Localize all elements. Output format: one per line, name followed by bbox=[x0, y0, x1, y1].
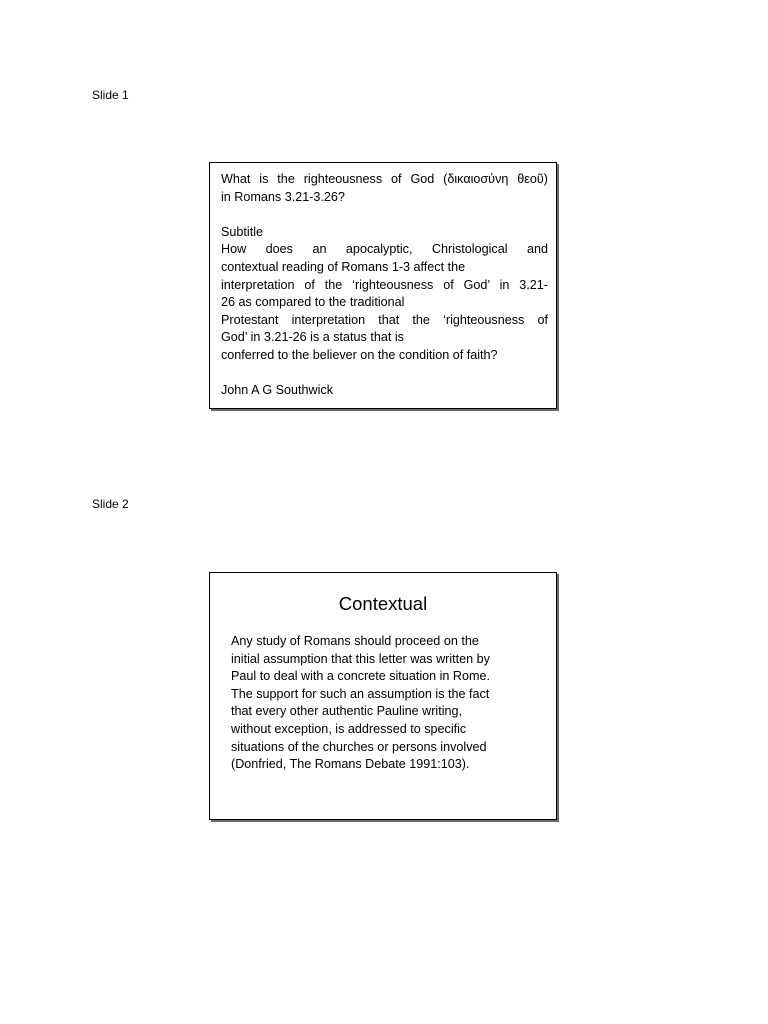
slide-2-title: Contextual bbox=[338, 593, 428, 614]
slide-1-title-line-2: in Romans 3.21-3.26? bbox=[221, 189, 345, 204]
slide-1-subtitle-line-7: conferred to the believer on the condition of faith? bbox=[221, 347, 498, 362]
slide-2-box bbox=[209, 572, 557, 820]
slide-1-subtitle-line-4: 26 as compared to the traditional bbox=[221, 295, 405, 310]
slide-2-body-line-8: (Donfried, The Romans Debate 1991:103). bbox=[231, 757, 470, 772]
slide-1-title-line-1: What is the righteousness of God (δικαιοσύνη θεοῦ) bbox=[221, 172, 548, 186]
slide-1-subtitle-line-2: contextual reading of Romans 1-3 affect the bbox=[221, 259, 466, 274]
slide-2-body-line-3: Paul to deal with a concrete situation in Rome. bbox=[231, 669, 491, 684]
slide-2-body-line-7: situations of the churches or persons involved bbox=[231, 739, 487, 754]
slide-2-body-line-4: The support for such an assumption is the fact bbox=[231, 686, 490, 701]
slide-1-subtitle-line-3: interpretation of the ‘righteousness of God’ in 3.21- bbox=[221, 277, 548, 292]
slide-2-body bbox=[231, 633, 547, 774]
slide-2-body-line-5: that every other authentic Pauline writing, bbox=[231, 704, 463, 719]
slide-1-label: Slide 1 bbox=[92, 88, 129, 102]
slide-1-author: John A G Southwick bbox=[221, 383, 334, 398]
slide-1-subtitle-line-1: How does an apocalyptic, Christological and bbox=[221, 242, 548, 257]
slide-2-label: Slide 2 bbox=[92, 497, 129, 511]
slide-1-subtitle-line-6: God’ in 3.21-26 is a status that is bbox=[221, 330, 404, 345]
slide-2-body-line-6: without exception, is addressed to specific bbox=[231, 721, 467, 736]
slide-1-subtitle-label: Subtitle bbox=[221, 224, 264, 239]
slide-2-body-line-2: initial assumption that this letter was written by bbox=[231, 651, 490, 666]
slide-1-box bbox=[209, 162, 557, 409]
slide-1-subtitle-line-5: Protestant interpretation that the ‘righteousness of bbox=[221, 312, 548, 327]
slide-2-body-line-1: Any study of Romans should proceed on the bbox=[231, 634, 479, 648]
